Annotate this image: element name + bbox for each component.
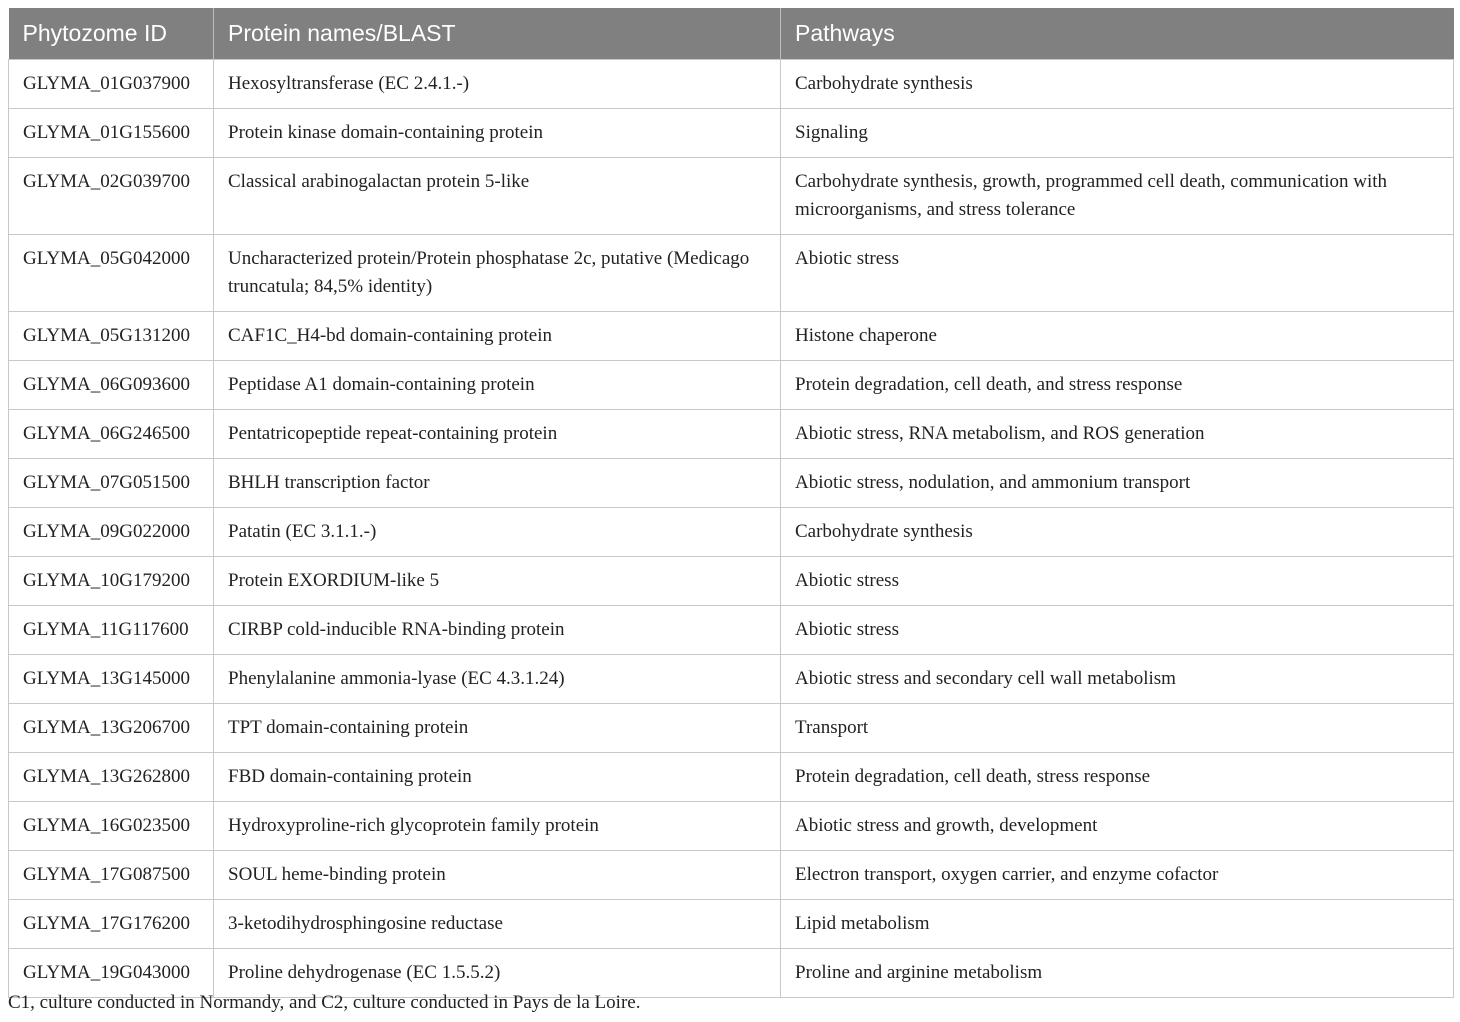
data-table-container bbox=[8, 8, 1453, 998]
cell-phytozome-id: GLYMA_01G155600 bbox=[9, 109, 214, 158]
cell-protein-name: Hydroxyproline-rich glycoprotein family protein bbox=[214, 802, 781, 851]
cell-protein-name: CIRBP cold-inducible RNA-binding protein bbox=[214, 606, 781, 655]
cell-phytozome-id: GLYMA_06G093600 bbox=[9, 361, 214, 410]
cell-phytozome-id: GLYMA_19G043000 bbox=[9, 949, 214, 998]
cell-phytozome-id: GLYMA_17G176200 bbox=[9, 900, 214, 949]
cell-phytozome-id: GLYMA_05G042000 bbox=[9, 235, 214, 312]
table-row bbox=[9, 949, 1454, 998]
table-body bbox=[9, 60, 1454, 998]
cell-pathways: Transport bbox=[781, 704, 1454, 753]
cell-protein-name: FBD domain-containing protein bbox=[214, 753, 781, 802]
cell-pathways: Electron transport, oxygen carrier, and enzyme cofactor bbox=[781, 851, 1454, 900]
cell-pathways: Carbohydrate synthesis, growth, programmed cell death, communication with microorganisms, and stress tolerance bbox=[781, 158, 1454, 235]
table-row bbox=[9, 158, 1454, 235]
cell-pathways: Carbohydrate synthesis bbox=[781, 508, 1454, 557]
header-row bbox=[9, 8, 1454, 60]
table-row bbox=[9, 753, 1454, 802]
gene-table bbox=[8, 8, 1454, 998]
cell-pathways: Proline and arginine metabolism bbox=[781, 949, 1454, 998]
cell-phytozome-id: GLYMA_13G145000 bbox=[9, 655, 214, 704]
cell-protein-name: Classical arabinogalactan protein 5-like bbox=[214, 158, 781, 235]
cell-protein-name: Peptidase A1 domain-containing protein bbox=[214, 361, 781, 410]
table-row bbox=[9, 60, 1454, 109]
cell-phytozome-id: GLYMA_02G039700 bbox=[9, 158, 214, 235]
cell-phytozome-id: GLYMA_07G051500 bbox=[9, 459, 214, 508]
table-row bbox=[9, 606, 1454, 655]
table-row bbox=[9, 459, 1454, 508]
table-row bbox=[9, 312, 1454, 361]
cell-pathways: Abiotic stress, RNA metabolism, and ROS generation bbox=[781, 410, 1454, 459]
cell-pathways: Abiotic stress, nodulation, and ammonium transport bbox=[781, 459, 1454, 508]
cell-protein-name: Patatin (EC 3.1.1.-) bbox=[214, 508, 781, 557]
cell-pathways: Abiotic stress and secondary cell wall metabolism bbox=[781, 655, 1454, 704]
table-row bbox=[9, 361, 1454, 410]
cell-pathways: Carbohydrate synthesis bbox=[781, 60, 1454, 109]
cell-pathways: Lipid metabolism bbox=[781, 900, 1454, 949]
cell-protein-name: Protein EXORDIUM-like 5 bbox=[214, 557, 781, 606]
cell-phytozome-id: GLYMA_05G131200 bbox=[9, 312, 214, 361]
cell-phytozome-id: GLYMA_06G246500 bbox=[9, 410, 214, 459]
cell-phytozome-id: GLYMA_09G022000 bbox=[9, 508, 214, 557]
table-footnote: C1, culture conducted in Normandy, and C2, culture conducted in Pays de la Loire. bbox=[8, 992, 641, 1013]
cell-protein-name: CAF1C_H4-bd domain-containing protein bbox=[214, 312, 781, 361]
table-row bbox=[9, 655, 1454, 704]
cell-pathways: Abiotic stress bbox=[781, 557, 1454, 606]
cell-protein-name: Hexosyltransferase (EC 2.4.1.-) bbox=[214, 60, 781, 109]
cell-phytozome-id: GLYMA_10G179200 bbox=[9, 557, 214, 606]
table-row bbox=[9, 900, 1454, 949]
cell-protein-name: Phenylalanine ammonia-lyase (EC 4.3.1.24) bbox=[214, 655, 781, 704]
cell-pathways: Abiotic stress and growth, development bbox=[781, 802, 1454, 851]
cell-phytozome-id: GLYMA_16G023500 bbox=[9, 802, 214, 851]
cell-phytozome-id: GLYMA_13G206700 bbox=[9, 704, 214, 753]
cell-pathways: Protein degradation, cell death, stress response bbox=[781, 753, 1454, 802]
cell-pathways: Histone chaperone bbox=[781, 312, 1454, 361]
cell-pathways: Abiotic stress bbox=[781, 606, 1454, 655]
table-row bbox=[9, 704, 1454, 753]
table-header bbox=[9, 8, 1454, 60]
cell-protein-name: TPT domain-containing protein bbox=[214, 704, 781, 753]
cell-protein-name: 3-ketodihydrosphingosine reductase bbox=[214, 900, 781, 949]
header-pathways: Pathways bbox=[781, 8, 1454, 60]
cell-protein-name: SOUL heme-binding protein bbox=[214, 851, 781, 900]
cell-phytozome-id: GLYMA_13G262800 bbox=[9, 753, 214, 802]
table-row bbox=[9, 410, 1454, 459]
header-protein-names: Protein names/BLAST bbox=[214, 8, 781, 60]
cell-protein-name: Pentatricopeptide repeat-containing protein bbox=[214, 410, 781, 459]
header-phytozome-id: Phytozome ID bbox=[9, 8, 214, 60]
table-row bbox=[9, 235, 1454, 312]
cell-phytozome-id: GLYMA_01G037900 bbox=[9, 60, 214, 109]
cell-phytozome-id: GLYMA_17G087500 bbox=[9, 851, 214, 900]
cell-pathways: Abiotic stress bbox=[781, 235, 1454, 312]
cell-protein-name: Protein kinase domain-containing protein bbox=[214, 109, 781, 158]
cell-protein-name: BHLH transcription factor bbox=[214, 459, 781, 508]
cell-phytozome-id: GLYMA_11G117600 bbox=[9, 606, 214, 655]
table-row bbox=[9, 109, 1454, 158]
cell-pathways: Signaling bbox=[781, 109, 1454, 158]
table-row bbox=[9, 851, 1454, 900]
cell-pathways: Protein degradation, cell death, and stress response bbox=[781, 361, 1454, 410]
table-row bbox=[9, 557, 1454, 606]
cell-protein-name: Uncharacterized protein/Protein phosphatase 2c, putative (Medicago truncatula; 84,5% identity) bbox=[214, 235, 781, 312]
cell-protein-name: Proline dehydrogenase (EC 1.5.5.2) bbox=[214, 949, 781, 998]
table-row bbox=[9, 802, 1454, 851]
table-row bbox=[9, 508, 1454, 557]
